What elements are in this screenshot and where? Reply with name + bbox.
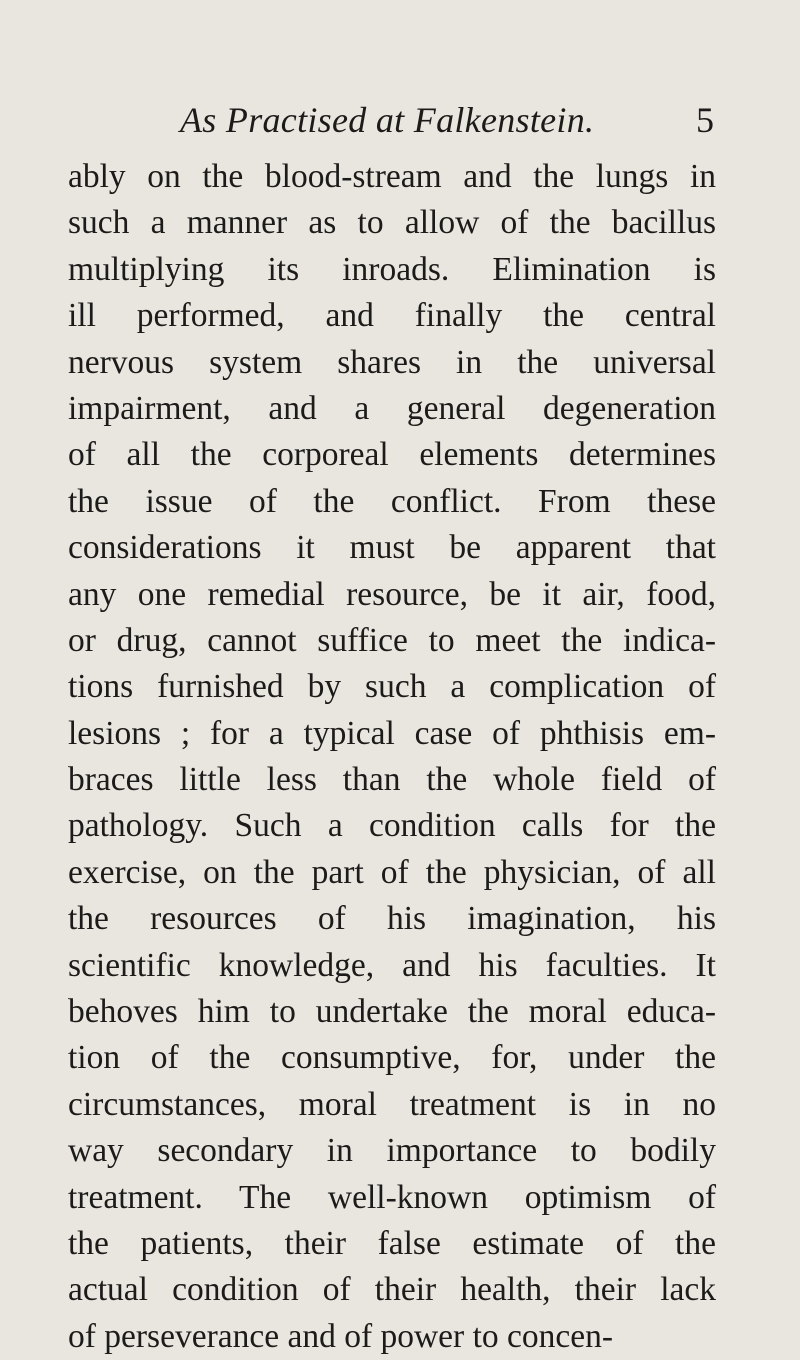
text-line: the issue of the conflict. From these (68, 482, 716, 520)
text-line: multiplying its inroads. Elimination is (68, 250, 716, 288)
page-number: 5 (696, 100, 714, 140)
running-head (70, 98, 714, 142)
text-line: nervous system shares in the universal (68, 343, 716, 381)
text-line: of all the corporeal elements determines (68, 436, 716, 474)
text-line: behoves him to undertake the moral educa- (68, 993, 716, 1031)
text-line: way secondary in importance to bodily (68, 1132, 716, 1170)
body-text (68, 154, 716, 1360)
text-line: any one remedial resource, be it air, food, (68, 575, 716, 613)
text-line: scientific knowledge, and his faculties. It (68, 946, 716, 984)
text-line: impairment, and a general degeneration (68, 389, 716, 427)
text-line: treatment. The well-known optimism of (68, 1178, 716, 1216)
text-line: lesions ; for a typical case of phthisis em- (68, 714, 716, 752)
text-line: or drug, cannot suffice to meet the indica- (68, 621, 716, 659)
text-line: circumstances, moral treatment is in no (68, 1085, 716, 1123)
text-line: of perseverance and of power to concen- (68, 1317, 614, 1355)
running-head-title: As Practised at Falkenstein. (180, 100, 595, 140)
text-line: pathology. Such a condition calls for the (68, 807, 716, 845)
text-line: the resources of his imagination, his (68, 900, 716, 938)
text-line: considerations it must be apparent that (68, 529, 716, 567)
text-line: tions furnished by such a complication of (68, 668, 716, 706)
text-line: braces little less than the whole field of (68, 761, 716, 799)
text-line: tion of the consumptive, for, under the (68, 1039, 716, 1077)
text-line: ably on the blood-stream and the lungs in (68, 158, 716, 195)
text-line: such a manner as to allow of the bacillus (68, 204, 716, 242)
text-line: actual condition of their health, their lack (68, 1271, 716, 1309)
text-line: ill performed, and finally the central (68, 297, 716, 335)
text-line: the patients, their false estimate of the (68, 1224, 716, 1262)
text-line: exercise, on the part of the physician, of all (68, 853, 716, 891)
